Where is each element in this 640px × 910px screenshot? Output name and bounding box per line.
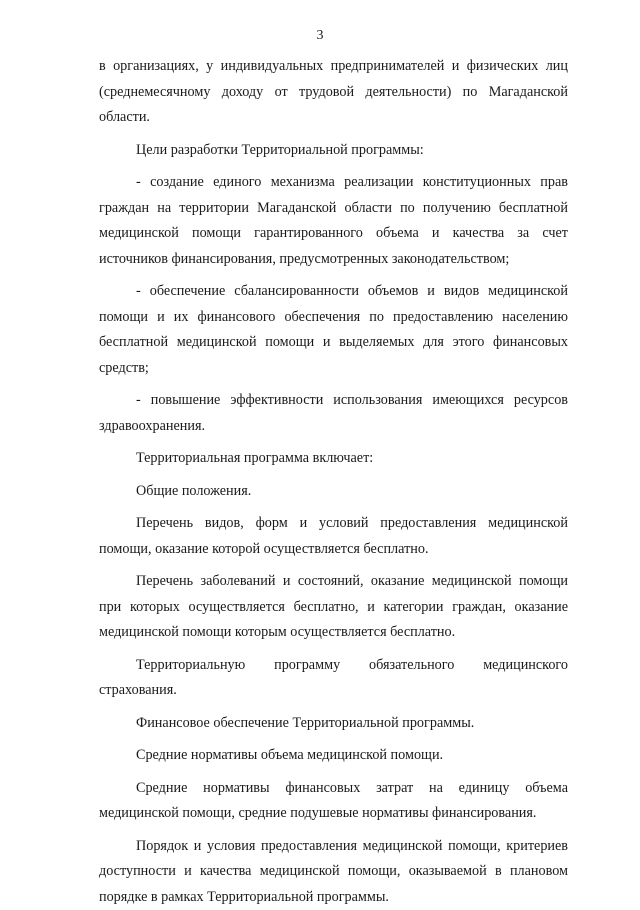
paragraph-goal-balance: - обеспечение сбалансированности объемов и видов медицинской помощи и их финансового обеспечения по предоставлению населению бесплатной медицинской помощи и выделяемых для этого финансовых средств; [99,279,568,381]
paragraph-general-provisions: Общие положения. [99,479,568,505]
paragraph-goals-heading: Цели разработки Территориальной программы: [99,138,568,164]
paragraph-goal-efficiency: - повышение эффективности использования имеющихся ресурсов здравоохранения. [99,388,568,439]
paragraph-oms-program: Территориальную программу обязательного медицинского страхования. [99,653,568,704]
paragraph-procedure-conditions: Порядок и условия предоставления медицинской помощи, критериев доступности и качества медицинской помощи, оказываемой в плановом порядке в рамках Территориальной программы. [99,834,568,910]
page-number: 3 [0,28,640,44]
paragraph-cost-norms: Средние нормативы финансовых затрат на единицу объема медицинской помощи, средние подушевые нормативы финансирования. [99,776,568,827]
paragraph-goal-mechanism: - создание единого механизма реализации конституционных прав граждан на территории Магаданской области по получению бесплатной медицинской помощи гарантированного объема и качества за счет источников финансирования, предусмотренных законодательством; [99,170,568,272]
paragraph-financial-support: Финансовое обеспечение Территориальной программы. [99,711,568,737]
paragraph-income-continuation: в организациях, у индивидуальных предпринимателей и физических лиц (среднемесячному доходу от трудовой деятельности) по Магаданской области. [99,54,568,131]
paragraph-diseases-list: Перечень заболеваний и состояний, оказание медицинской помощи при которых осуществляется бесплатно, и категории граждан, оказание медицинской помощи которым осуществляется бесплатно. [99,569,568,646]
paragraph-includes-heading: Территориальная программа включает: [99,446,568,472]
document-body [99,54,568,910]
paragraph-volume-norms: Средние нормативы объема медицинской помощи. [99,743,568,769]
paragraph-types-forms: Перечень видов, форм и условий предоставления медицинской помощи, оказание которой осуществляется бесплатно. [99,511,568,562]
